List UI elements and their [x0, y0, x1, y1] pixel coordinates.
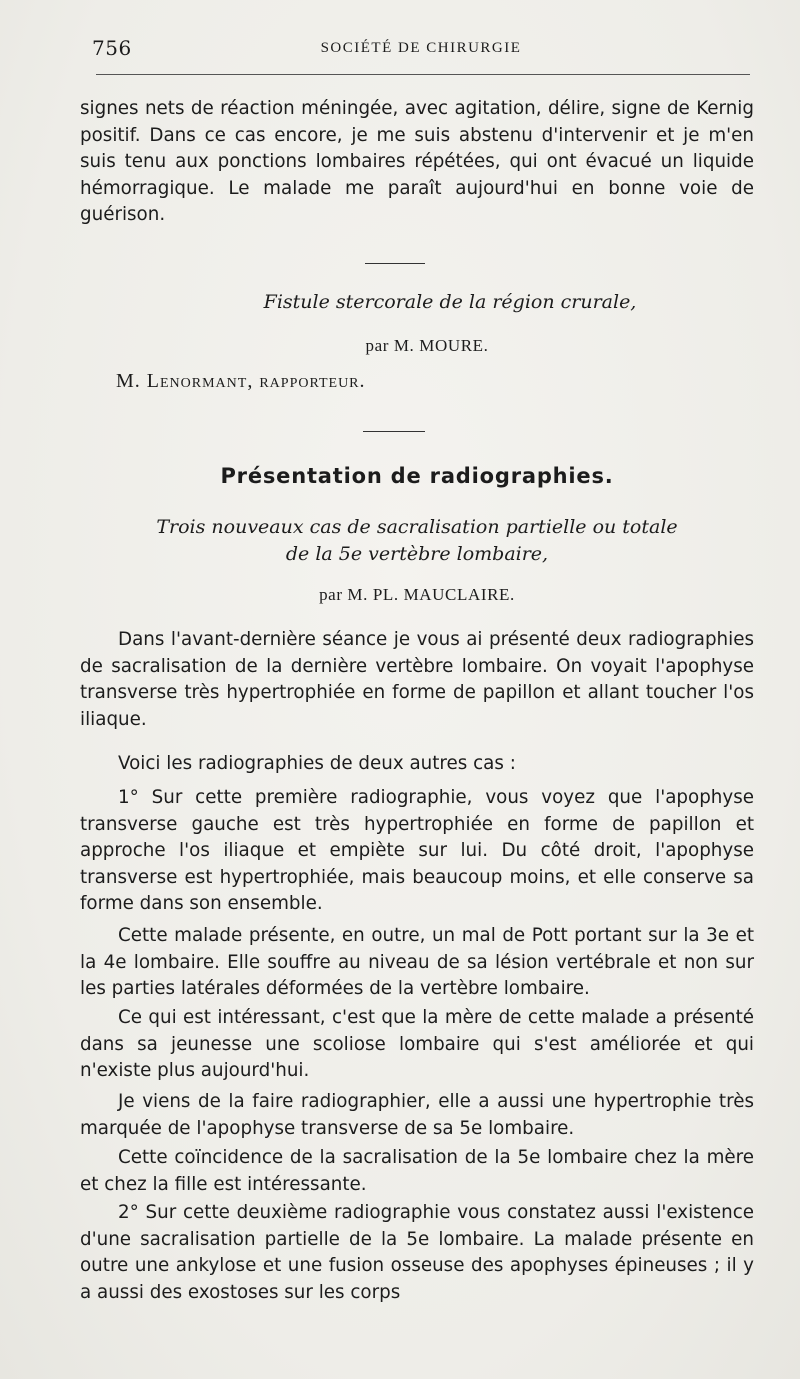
body-paragraph: Voici les radiographies de deux autres cas : — [118, 753, 516, 774]
body-paragraph: Je viens de la faire radiographier, elle a aussi une hypertrophie très marquée de l'apophyse transverse de sa 5e lombaire. — [80, 1091, 754, 1139]
section-divider — [363, 431, 425, 432]
page-number: 756 — [92, 36, 132, 60]
fistule-title: Fistule stercorale de la région crurale, — [263, 291, 637, 313]
article-subtitle-line1: Trois nouveaux cas de sacralisation partielle ou totale — [156, 516, 678, 538]
running-head — [88, 36, 754, 64]
body-paragraph: Ce qui est intéressant, c'est que la mère de cette malade a présenté dans sa jeunesse une scoliose lombaire qui s'est améliorée et qui n'existe plus aujourd'hui. — [80, 1007, 754, 1082]
body-paragraph: Cette malade présente, en outre, un mal de Pott portant sur la 3e et la 4e lombaire. Elle souffre au niveau de sa lésion vertébrale et non sur les parties latérales déformées de la vertèbre lombaire. — [80, 925, 754, 1000]
body-paragraph: 1° Sur cette première radiographie, vous voyez que l'apophyse transverse gauche est très hypertrophiée en forme de papillon et approche l'os iliaque et empiète sur lui. Du côté droit, l'apophyse transverse est hypertrophiée, mais beaucoup moins, et elle conserve sa forme dans son ensemble. — [80, 787, 754, 915]
intro-paragraph: signes nets de réaction méningée, avec agitation, délire, signe de Kernig positif. Dans ce cas encore, je me suis abstenu d'intervenir et je m'en suis tenu aux ponctions lombaires répétées, qui ont évacué un liquide hémorragique. Le malade me paraît aujourd'hui en bonne voie de guérison. — [80, 98, 754, 226]
section-divider — [365, 263, 425, 264]
rapporteur-line: M. Lenormant, rapporteur. — [116, 370, 366, 392]
body-paragraph: Cette coïncidence de la sacralisation de la 5e lombaire chez la mère et chez la fille est intéressante. — [80, 1147, 754, 1195]
article-author: par M. PL. MAUCLAIRE. — [319, 585, 515, 604]
section-heading: Présentation de radiographies. — [220, 464, 614, 488]
article-subtitle-line2: de la 5e vertèbre lombaire, — [285, 543, 549, 565]
body-paragraph: Dans l'avant-dernière séance je vous ai présenté deux radiographies de sacralisation de la dernière vertèbre lombaire. On voyait l'apophyse transverse très hypertrophiée en forme de papillon et allant toucher l'os iliaque. — [80, 629, 754, 730]
body-paragraph: 2° Sur cette deuxième radiographie vous constatez aussi l'existence d'une sacralisation partielle de la 5e lombaire. La malade présente en outre une ankylose et une fusion osseuse des apophyses épineuses ; il y a aussi des exostoses sur les corps — [80, 1202, 754, 1303]
header-rule — [96, 74, 750, 75]
fistule-author: par M. MOURE. — [365, 336, 489, 355]
journal-title: SOCIÉTÉ DE CHIRURGIE — [320, 40, 522, 56]
